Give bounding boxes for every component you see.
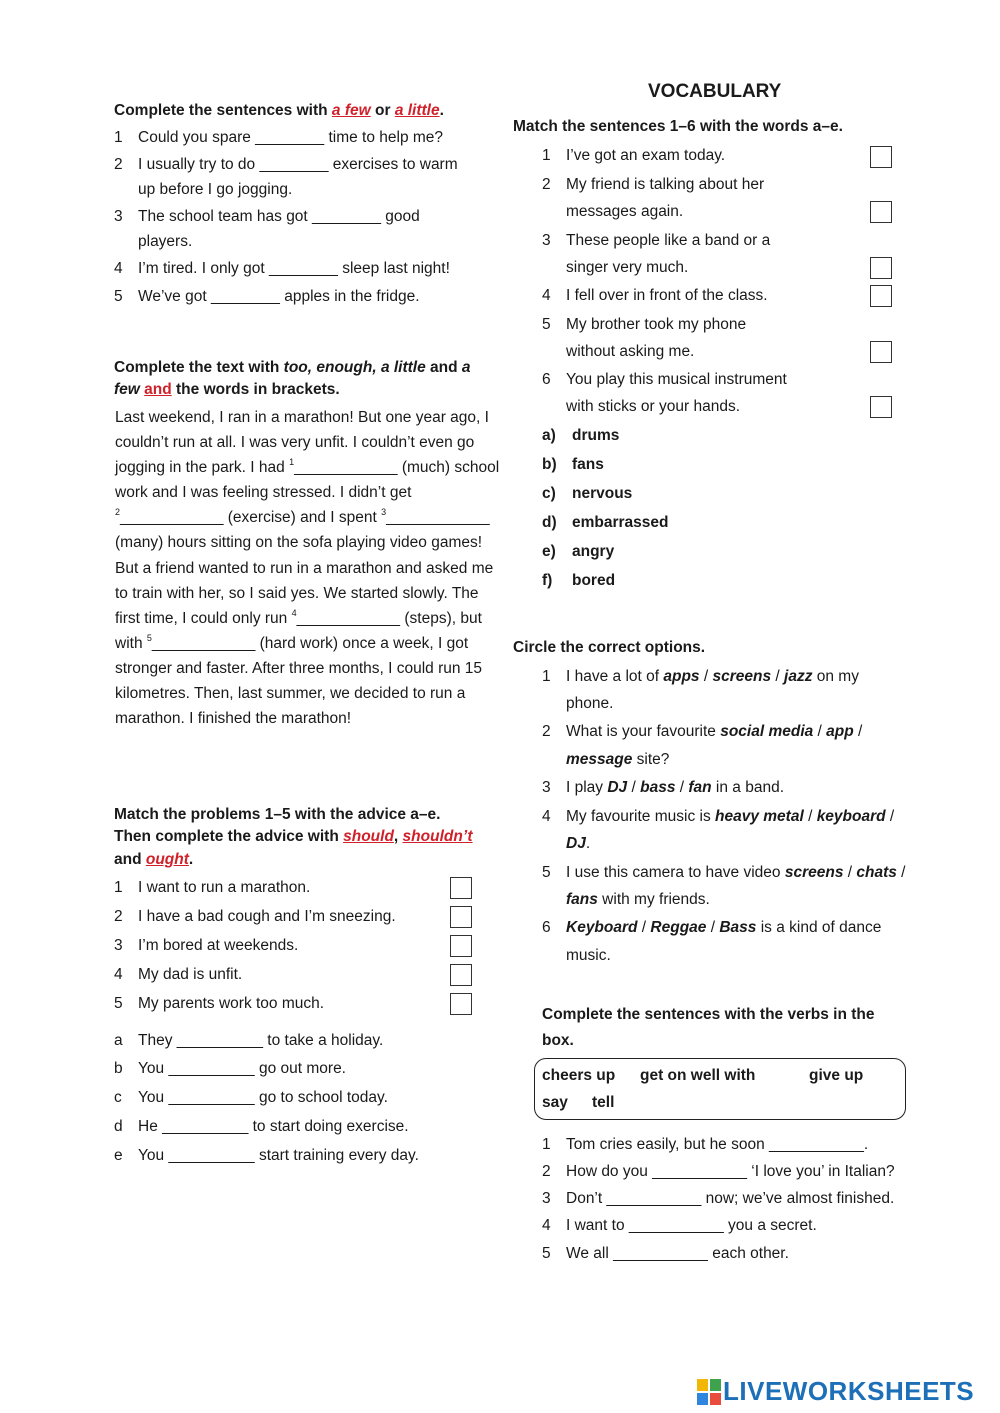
option-fan[interactable]: fan: [688, 779, 712, 796]
list-item: without asking me.: [566, 343, 695, 360]
list-item: These people like a band or a: [566, 232, 771, 249]
list-item: He __________ to start doing exercise.: [138, 1118, 409, 1135]
option-apps[interactable]: apps: [663, 668, 700, 685]
answer-checkbox[interactable]: [870, 257, 892, 279]
item-letter: e: [114, 1147, 123, 1164]
answer-checkbox[interactable]: [870, 146, 892, 168]
item-number: 5: [542, 1245, 551, 1262]
list-item: up before I go jogging.: [138, 181, 293, 198]
list-item: I play DJ / bass / fan in a band.: [566, 779, 785, 796]
option-heavy-metal[interactable]: heavy metal: [715, 808, 804, 825]
option-fans[interactable]: fans: [566, 891, 598, 908]
item-number: 2: [542, 723, 551, 740]
list-item: I want to ___________ you a secret.: [566, 1217, 817, 1234]
list-item: They __________ to take a holiday.: [138, 1032, 384, 1049]
list-item: We’ve got ________ apples in the fridge.: [138, 288, 420, 305]
list-item: messages again.: [566, 203, 684, 220]
list-item: Tom cries easily, but he soon ___________.: [566, 1136, 869, 1153]
item-number: 2: [542, 176, 551, 193]
section6-heading-line2: box.: [542, 1032, 574, 1049]
option-screens[interactable]: screens: [712, 668, 772, 685]
answer-checkbox[interactable]: [450, 935, 472, 957]
list-item: My dad is unfit.: [138, 966, 243, 983]
box-word: say: [542, 1094, 568, 1111]
option-chats[interactable]: chats: [856, 864, 897, 881]
list-item: I’ve got an exam today.: [566, 147, 726, 164]
answer-checkbox[interactable]: [450, 993, 472, 1015]
list-item: I have a lot of apps / screens / jazz on my: [566, 668, 859, 685]
answer-checkbox[interactable]: [450, 964, 472, 986]
section3-heading-line1: Match the problems 1–5 with the advice a–e.: [114, 806, 441, 823]
option-keyboard[interactable]: keyboard: [816, 808, 886, 825]
list-item: The school team has got ________ good: [138, 208, 420, 225]
section5-heading: Circle the correct options.: [513, 639, 706, 656]
liveworksheets-wordmark: LIVEWORKSHEETS: [723, 1376, 975, 1406]
list-item: I’m bored at weekends.: [138, 937, 299, 954]
list-item: music.: [566, 947, 611, 964]
item-number: 2: [542, 1163, 551, 1180]
item-number: 3: [542, 1190, 551, 1207]
answer-checkbox[interactable]: [450, 906, 472, 928]
list-item: I’m tired. I only got ________ sleep last night!: [138, 260, 450, 277]
list-item: You __________ go to school today.: [138, 1089, 388, 1106]
option-word: angry: [572, 543, 615, 560]
section2-heading-line1: Complete the text with too, enough, a little and a: [114, 359, 471, 376]
item-number: 4: [542, 808, 551, 825]
answer-checkbox[interactable]: [870, 396, 892, 418]
item-number: 5: [542, 864, 551, 881]
item-number: 4: [114, 260, 123, 277]
list-item: What is your favourite social media / app /: [566, 723, 863, 740]
list-item: I use this camera to have video screens / chats /: [566, 864, 906, 881]
list-item: players.: [138, 233, 193, 250]
option-letter: f): [542, 572, 553, 589]
item-number: 3: [114, 208, 123, 225]
list-item: My brother took my phone: [566, 316, 747, 333]
option-letter: b): [542, 456, 557, 473]
list-item: singer very much.: [566, 259, 689, 276]
answer-checkbox[interactable]: [870, 341, 892, 363]
list-item: I fell over in front of the class.: [566, 287, 768, 304]
box-word: get on well with: [640, 1067, 756, 1084]
option-app[interactable]: app: [826, 723, 854, 740]
list-item: fans with my friends.: [566, 891, 710, 908]
item-number: 5: [114, 288, 123, 305]
option-screens[interactable]: screens: [784, 864, 844, 881]
item-letter: a: [114, 1032, 123, 1049]
answer-checkbox[interactable]: [870, 285, 892, 307]
item-number: 1: [542, 1136, 551, 1153]
list-item: My friend is talking about her: [566, 176, 765, 193]
item-number: 5: [114, 995, 123, 1012]
page-title: VOCABULARY: [648, 81, 782, 102]
item-number: 2: [114, 908, 123, 925]
liveworksheets-mark-icon: [697, 1379, 721, 1405]
option-keyboard[interactable]: Keyboard: [566, 919, 638, 936]
option-word: embarrassed: [572, 514, 669, 531]
item-letter: c: [114, 1089, 122, 1106]
list-item: My parents work too much.: [138, 995, 325, 1012]
section6-heading-line1: Complete the sentences with the verbs in the: [542, 1006, 875, 1023]
list-item: How do you ___________ ‘I love you’ in Italian?: [566, 1163, 895, 1180]
list-item: with sticks or your hands.: [566, 398, 741, 415]
section3-heading-line3: and ought.: [114, 851, 194, 868]
section4-heading: Match the sentences 1–6 with the words a–e.: [513, 118, 843, 135]
item-number: 4: [114, 966, 123, 983]
box-word: tell: [592, 1094, 615, 1111]
list-item: I have a bad cough and I’m sneezing.: [138, 908, 396, 925]
answer-checkbox[interactable]: [450, 877, 472, 899]
option-bass[interactable]: bass: [640, 779, 676, 796]
list-item: message site?: [566, 751, 670, 768]
list-item: You __________ start training every day.: [138, 1147, 419, 1164]
item-number: 1: [542, 668, 551, 685]
item-number: 6: [542, 371, 551, 388]
option-word: bored: [572, 572, 616, 589]
option-letter: d): [542, 514, 557, 531]
item-number: 5: [542, 316, 551, 333]
item-number: 2: [114, 156, 123, 173]
item-number: 4: [542, 287, 551, 304]
option-bass[interactable]: Bass: [719, 919, 757, 936]
option-word: nervous: [572, 485, 633, 502]
option-letter: a): [542, 427, 556, 444]
list-item: You play this musical instrument: [566, 371, 787, 388]
option-letter: c): [542, 485, 556, 502]
box-word: give up: [809, 1067, 864, 1084]
list-item: We all ___________ each other.: [566, 1245, 789, 1262]
item-number: 4: [542, 1217, 551, 1234]
item-letter: b: [114, 1060, 123, 1077]
option-message[interactable]: message: [566, 751, 633, 768]
item-number: 1: [114, 879, 123, 896]
list-item: You __________ go out more.: [138, 1060, 346, 1077]
item-number: 3: [542, 232, 551, 249]
option-reggae[interactable]: Reggae: [650, 919, 707, 936]
section1-heading: Complete the sentences with a few or a little.: [114, 102, 444, 119]
answer-checkbox[interactable]: [870, 201, 892, 223]
option-letter: e): [542, 543, 556, 560]
section3-heading-line2: Then complete the advice with should, shouldn’t: [114, 828, 473, 845]
option-dj[interactable]: DJ: [607, 779, 628, 796]
item-letter: d: [114, 1118, 123, 1135]
list-item: I want to run a marathon.: [138, 879, 311, 896]
box-word: cheers up: [542, 1067, 616, 1084]
list-item: My favourite music is heavy metal / keyboard /: [566, 808, 895, 825]
item-number: 1: [114, 129, 123, 146]
list-item: Don’t ___________ now; we’ve almost finished.: [566, 1190, 895, 1207]
section2-heading-line2: few and the words in brackets.: [114, 381, 340, 398]
item-number: 6: [542, 919, 551, 936]
option-word: drums: [572, 427, 620, 444]
option-jazz[interactable]: jazz: [784, 668, 813, 685]
option-dj[interactable]: DJ: [566, 835, 586, 852]
list-item: Could you spare ________ time to help me?: [138, 129, 444, 146]
item-number: 3: [114, 937, 123, 954]
list-item: DJ.: [566, 835, 591, 852]
option-word: fans: [572, 456, 604, 473]
list-item: I usually try to do ________ exercises to warm: [138, 156, 458, 173]
option-social-media[interactable]: social media: [720, 723, 814, 740]
item-number: 3: [542, 779, 551, 796]
item-number: 1: [542, 147, 551, 164]
gap-fill-text: Last weekend, I ran in a marathon! But one year ago, I couldn’t run at all. I was very unfit. I couldn’t even go jogging in the park. I had $^1$____________ (much) school work and I was feeling stressed. I didn’t get $^2$____________ (exercise) and I spent $^3$____________ (many) hours sitting on the sofa playing video games! But a friend wanted to run in a marathon and asked me to train with her, so I said yes. We started slowly. The first time, I could only run $^4$____________ (steps), but with $^5$____________ (hard work) once a week, I got stronger and faster. After three months, I could run 15 kilometres. Then, last summer, we decided to run a marathon. I finished the marathon!: [115, 409, 500, 728]
list-item: Keyboard / Reggae / Bass is a kind of dance: [566, 919, 882, 936]
list-item: phone.: [566, 695, 614, 712]
